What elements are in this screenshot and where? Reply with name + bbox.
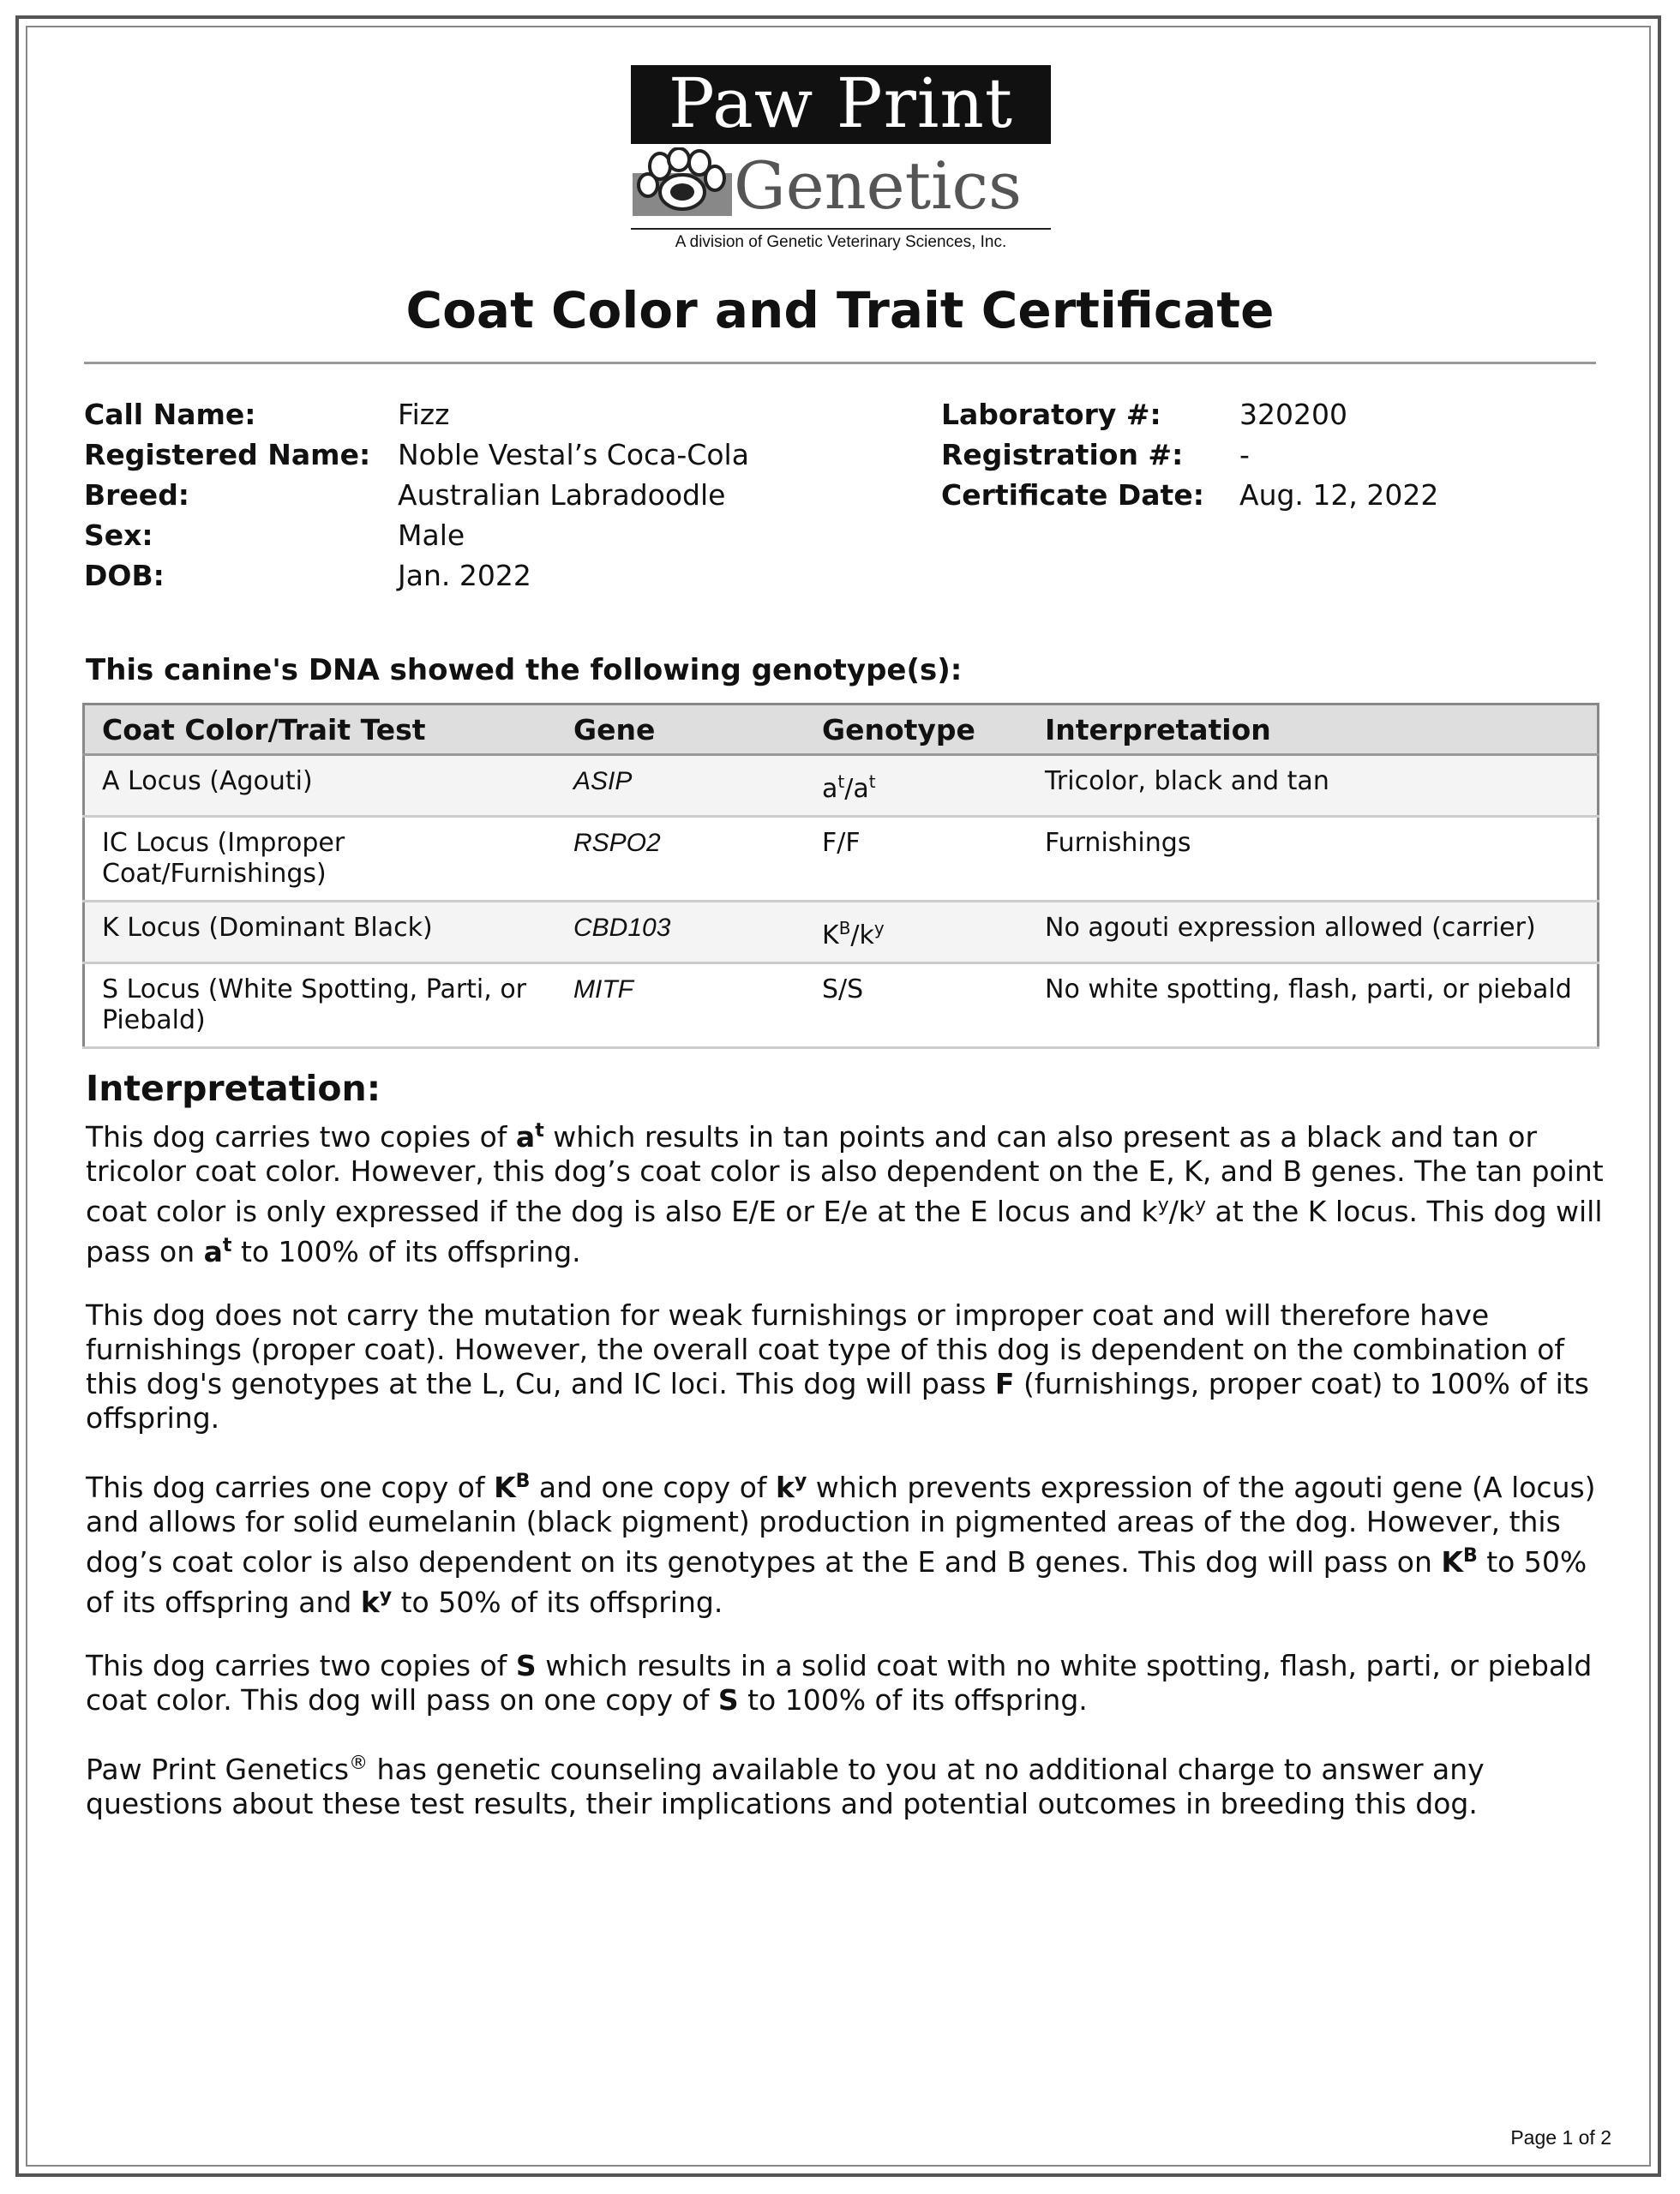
test-cell: K Locus (Dominant Black) bbox=[84, 902, 557, 963]
info-label: Sex: bbox=[84, 519, 153, 552]
table-row bbox=[84, 755, 1599, 817]
info-label: Certificate Date: bbox=[941, 478, 1204, 512]
interpretation-paragraph-a-locus: This dog carries two copies of $a^t$ which results in tan points and can also present as a black and tan or tricolor coat color. However, this dog’s coat color is also dependent on the E, K, and B genes. The tan point coat color is only expressed if the dog is also E/E or E/e at the E locus and $k^y/k^y$ at the K locus. This dog will pass on $a^t$ to 100% of its offspring. bbox=[86, 1120, 1604, 1268]
column-header: Interpretation bbox=[1028, 704, 1599, 755]
page-title: Coat Color and Trait Certificate bbox=[405, 281, 1275, 339]
gene-cell: MITF bbox=[556, 963, 805, 1048]
page-number: Page 1 of 2 bbox=[1510, 2126, 1611, 2149]
info-row-call-name bbox=[84, 394, 749, 435]
genotype-cell: $a^t/a^t$ bbox=[805, 755, 1028, 817]
info-row-sex bbox=[84, 515, 749, 555]
info-value: Aug. 12, 2022 bbox=[1239, 478, 1439, 512]
info-label: Laboratory #: bbox=[941, 398, 1161, 431]
info-row-registration bbox=[941, 435, 1438, 475]
info-row-registered-name bbox=[84, 435, 749, 475]
logo-line1: Paw Print bbox=[631, 65, 1051, 144]
interpretation-cell: No white spotting, flash, parti, or piebald bbox=[1028, 963, 1599, 1048]
info-row-laboratory bbox=[941, 394, 1438, 435]
gene-cell: RSPO2 bbox=[556, 817, 805, 902]
table-row bbox=[84, 817, 1599, 902]
interpretation-cell: Furnishings bbox=[1028, 817, 1599, 902]
info-value: Noble Vestal’s Coca-Cola bbox=[398, 438, 749, 471]
info-label: DOB: bbox=[84, 559, 165, 592]
genotype-cell: S/S bbox=[805, 963, 1028, 1048]
table-row bbox=[84, 902, 1599, 963]
gene-cell: CBD103 bbox=[556, 902, 805, 963]
interpretation-paragraph-k-locus: This dog carries one copy of $K^B$ and one copy of $k^y$ which prevents expression of the agouti gene (A locus) and allows for solid eumelanin (black pigment) production in pigmented areas of the dog. However, this dog’s coat color is also dependent on its genotypes at the E and B genes. This dog will pass on $K^B$ to 50% of its offspring and $k^y$ to 50% of its offspring. bbox=[86, 1471, 1596, 1619]
table-header-row bbox=[84, 704, 1599, 755]
interpretation-heading: Interpretation: bbox=[86, 1068, 381, 1109]
test-cell: A Locus (Agouti) bbox=[84, 755, 557, 817]
info-label: Registered Name: bbox=[84, 438, 371, 471]
info-value: Male bbox=[398, 519, 465, 552]
paw-print-icon bbox=[631, 147, 734, 225]
info-value: 320200 bbox=[1239, 398, 1347, 431]
info-label: Call Name: bbox=[84, 398, 256, 431]
genotype-table bbox=[82, 703, 1599, 1049]
title-divider bbox=[84, 362, 1596, 364]
column-header: Genotype bbox=[805, 704, 1028, 755]
logo-line2: Genetics bbox=[734, 147, 1023, 224]
company-logo bbox=[631, 65, 1051, 252]
info-row-breed bbox=[84, 475, 749, 515]
info-value: - bbox=[1239, 438, 1250, 471]
info-row-dob bbox=[84, 555, 749, 596]
dog-info-right bbox=[941, 394, 1438, 515]
column-header: Coat Color/Trait Test bbox=[84, 704, 557, 755]
gene-cell: ASIP bbox=[556, 755, 805, 817]
interpretation-cell: No agouti expression allowed (carrier) bbox=[1028, 902, 1599, 963]
genotype-cell: F/F bbox=[805, 817, 1028, 902]
genotype-cell: $K^B/k^y$ bbox=[805, 902, 1028, 963]
genotype-heading: This canine's DNA showed the following genotype(s): bbox=[86, 653, 963, 687]
interpretation-paragraph-s-locus: This dog carries two copies of S which results in a solid coat with no white spotting, flash, parti, or piebald coat color. This dog will pass on one copy of S to 100% of its offspring. bbox=[86, 1649, 1593, 1717]
table-row bbox=[84, 963, 1599, 1048]
info-row-certificate-date bbox=[941, 475, 1438, 515]
info-value: Fizz bbox=[398, 398, 450, 431]
interpretation-cell: Tricolor, black and tan bbox=[1028, 755, 1599, 817]
logo-subtitle: A division of Genetic Veterinary Sciences, Inc. bbox=[631, 228, 1051, 252]
interpretation-paragraph-ic-locus: This dog does not carry the mutation for weak furnishings or improper coat and will therefore have furnishings (proper coat). However, the overall coat type of this dog is dependent on the combination of this dog's genotypes at the L, Cu, and IC loci. This dog will pass F (furnishings, proper coat) to 100% of its offspring. bbox=[86, 1298, 1589, 1435]
info-value: Jan. 2022 bbox=[398, 559, 531, 592]
info-value: Australian Labradoodle bbox=[398, 478, 726, 512]
column-header: Gene bbox=[556, 704, 805, 755]
info-label: Registration #: bbox=[941, 438, 1184, 471]
dog-info-left bbox=[84, 394, 749, 596]
interpretation-paragraph-counseling: Paw Print Genetics® has genetic counseling available to you at no additional charge to answer any questions about these test results, their implications and potential outcomes in breeding this dog. bbox=[86, 1753, 1485, 1820]
info-label: Breed: bbox=[84, 478, 190, 512]
interpretation-section bbox=[86, 1068, 1611, 1850]
test-cell: S Locus (White Spotting, Parti, or Piebald) bbox=[84, 963, 557, 1048]
test-cell: IC Locus (Improper Coat/Furnishings) bbox=[84, 817, 557, 902]
